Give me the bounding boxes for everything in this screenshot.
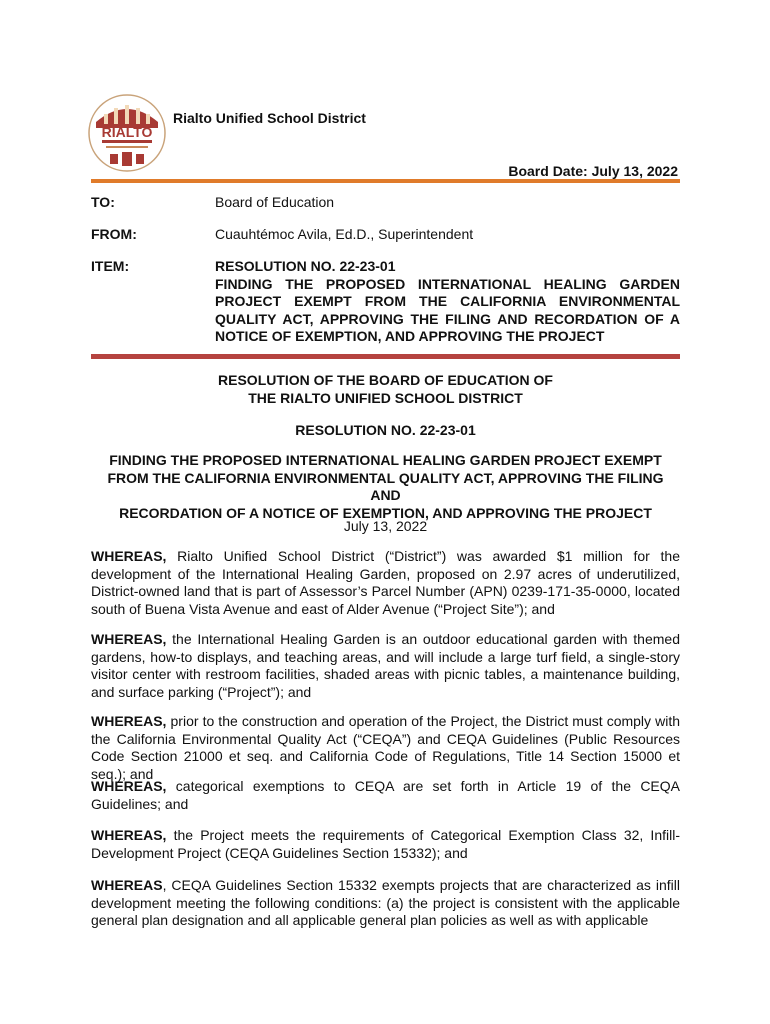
whereas-paragraph [91,877,680,930]
resolution-title-line1: FINDING THE PROPOSED INTERNATIONAL HEALING GARDEN PROJECT EXEMPT [109,452,662,468]
from-label: FROM: [91,226,137,242]
whereas-text: the International Healing Garden is an outdoor educational garden with themed gardens, how-to displays, and teaching areas, and will include a large turf field, a single-story visitor center with restroom facilities, shaded areas with picnic tables, a maintenance building, and surface parking (“Project”); and [91,631,680,700]
whereas-lead: WHEREAS, [91,713,167,729]
whereas-paragraph [91,778,680,813]
whereas-paragraph [91,631,680,701]
whereas-lead: WHEREAS, [91,548,167,564]
whereas-text: , CEQA Guidelines Section 15332 exempts projects that are characterized as infill development meeting the following conditions: (a) the project is consistent with the applicable general plan designation and all applicable general plan policies as well as with applicable [91,877,680,928]
resolution-title [91,452,680,522]
whereas-paragraph [91,548,680,618]
district-name: Rialto Unified School District [173,110,366,126]
item-label: ITEM: [91,258,130,274]
resolution-heading-line1: RESOLUTION OF THE BOARD OF EDUCATION OF [218,372,553,388]
header-divider [91,179,680,183]
to-label: TO: [91,194,115,210]
whereas-text: Rialto Unified School District (“District”) was awarded $1 million for the development of the International Healing Garden, proposed on 2.97 acres of underutilized, District-owned land that is part of Assessor’s Parcel Number (APN) 0239-171-35-0000, located south of Buena Vista Avenue and east of Alder Avenue (“Project Site”); and [91,548,680,617]
whereas-lead: WHEREAS, [91,778,167,794]
from-value: Cuauhtémoc Avila, Ed.D., Superintendent [215,226,474,242]
logo-text: RIALTO [101,124,153,140]
whereas-lead: WHEREAS, [91,827,167,843]
resolution-heading-line2: THE RIALTO UNIFIED SCHOOL DISTRICT [248,389,523,406]
district-logo [88,94,166,172]
whereas-lead: WHEREAS, [91,631,167,647]
whereas-text: categorical exemptions to CEQA are set forth in Article 19 of the CEQA Guidelines; and [91,778,680,812]
resolution-heading [91,372,680,407]
whereas-text: prior to the construction and operation of the Project, the District must comply with the California Environmental Quality Act (“CEQA”) and CEQA Guidelines (Public Resources Code Section 21000 et seq. and California Code of Regulations, Title 14 Section 15000 et seq.); and [91,713,680,782]
board-date: Board Date: July 13, 2022 [508,163,678,179]
item-resolution-number: RESOLUTION NO. 22-23-01 [215,258,396,274]
item-description [215,258,680,346]
resolution-date: July 13, 2022 [343,518,428,534]
to-value: Board of Education [215,194,335,210]
resolution-number: RESOLUTION NO. 22-23-01 [295,422,476,438]
resolution-title-line2: FROM THE CALIFORNIA ENVIRONMENTAL QUALITY ACT, APPROVING THE FILING AND [107,469,664,503]
item-title: FINDING THE PROPOSED INTERNATIONAL HEALING GARDEN PROJECT EXEMPT FROM THE CALIFORNIA ENVIRONMENTAL QUALITY ACT, APPROVING THE FILING AND RECORDATION OF A NOTICE OF EXEMPTION, AND APPROVING THE PROJECT [215,275,680,344]
whereas-paragraph [91,827,680,862]
resolution-title-line3: RECORDATION OF A NOTICE OF EXEMPTION, AND APPROVING THE PROJECT [119,504,652,521]
whereas-lead: WHEREAS [91,877,163,893]
item-divider [91,354,680,359]
whereas-text: the Project meets the requirements of Categorical Exemption Class 32, Infill-Development Project (CEQA Guidelines Section 15332); and [91,827,680,861]
whereas-paragraph [91,713,680,783]
